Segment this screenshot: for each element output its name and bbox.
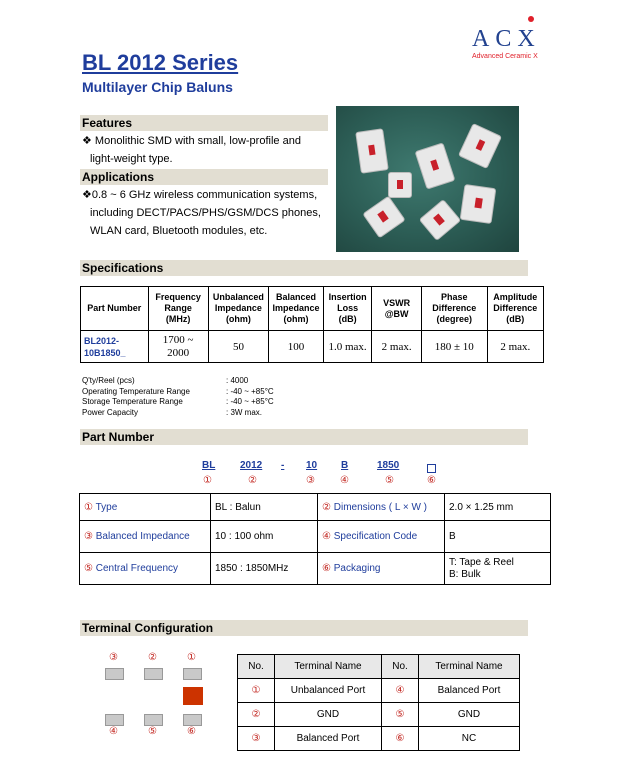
terminal-name: Balanced Port	[275, 727, 382, 751]
terminal-name: GND	[275, 703, 382, 727]
applications-line2: including DECT/PACS/PHS/GSM/DCS phones,	[90, 207, 321, 219]
spec-header: Phase Difference (degree)	[421, 287, 487, 331]
pn-label-central-frequency: ⑤ Central Frequency	[80, 553, 211, 585]
pn-value-central-frequency: 1850 : 1850MHz	[211, 553, 318, 585]
terminal-table	[237, 654, 520, 751]
note-label: Storage Temperature Range	[82, 397, 183, 406]
terminal-pad	[144, 714, 163, 726]
terminal-name: NC	[419, 727, 520, 751]
pn-row	[80, 521, 551, 553]
terminal-label-top: ③	[109, 652, 118, 663]
applications-line1: ❖0.8 ~ 6 GHz wireless communication systems,	[82, 189, 318, 201]
spec-header: Insertion Loss (dB)	[323, 287, 371, 331]
terminal-no: ③	[238, 727, 275, 751]
pn-marker: ②	[248, 475, 257, 486]
pn-value-spec-code: B	[445, 521, 551, 553]
terminal-name: Unbalanced Port	[275, 679, 382, 703]
specifications-table	[80, 286, 544, 363]
terminal-label-bottom: ⑥	[187, 726, 196, 737]
terminal-pad	[105, 668, 124, 680]
pn-value-balanced-impedance: 10 : 100 ohm	[211, 521, 318, 553]
note-label: Q'ty/Reel (pcs)	[82, 376, 135, 385]
pn-label-packaging: ⑥ Packaging	[318, 553, 445, 585]
spec-notes-labels	[82, 376, 190, 418]
pn-code-dimension: 2012	[240, 460, 263, 471]
spec-part-number: BL2012- 10B1850_	[81, 331, 149, 363]
pn-code-frequency: 1850	[377, 460, 400, 471]
terminal-name: Balanced Port	[419, 679, 520, 703]
pn-code-impedance: 10	[306, 460, 318, 471]
pn-code-spec: B	[341, 460, 349, 471]
specifications-heading: Specifications	[80, 260, 528, 276]
terminal-header: No.	[382, 655, 419, 679]
pn-row	[80, 553, 551, 585]
chip-image	[362, 196, 405, 239]
spec-header: Balanced Impedance (ohm)	[269, 287, 324, 331]
chip-image	[388, 172, 412, 198]
spec-notes-values	[226, 376, 274, 418]
pn-marker: ③	[306, 475, 315, 486]
terminal-pad	[183, 714, 202, 726]
pn-row	[80, 494, 551, 521]
spec-insertion-loss: 1.0 max.	[323, 331, 371, 363]
pn-label-dimensions: ② Dimensions ( L × W )	[318, 494, 445, 521]
pn-value-packaging: T: Tape & Reel B: Bulk	[445, 553, 551, 585]
terminal-label-bottom: ④	[109, 726, 118, 737]
chip-image	[415, 142, 456, 189]
pn-marker: ④	[340, 475, 349, 486]
spec-header: VSWR @BW	[372, 287, 422, 331]
pn-marker: ①	[203, 475, 212, 486]
spec-balanced: 100	[269, 331, 324, 363]
terminal-label-top: ①	[187, 652, 196, 663]
spec-vswr: 2 max.	[372, 331, 422, 363]
terminal-no: ①	[238, 679, 275, 703]
spec-header: Part Number	[81, 287, 149, 331]
brand-logo: ACX	[472, 26, 541, 52]
note-value: : -40 ~ +85°C	[226, 397, 274, 406]
pin1-marker	[183, 687, 203, 705]
page-title: BL 2012 Series	[82, 50, 239, 75]
terminal-no: ②	[238, 703, 275, 727]
applications-line3: WLAN card, Bluetooth modules, etc.	[90, 225, 268, 237]
note-value: : 4000	[226, 376, 249, 385]
terminal-heading: Terminal Configuration	[80, 620, 528, 636]
terminal-row	[238, 679, 520, 703]
terminal-pad	[105, 714, 124, 726]
logo-dot	[528, 16, 534, 22]
spec-amplitude: 2 max.	[487, 331, 543, 363]
pn-value-dimensions: 2.0 × 1.25 mm	[445, 494, 551, 521]
chip-image	[460, 184, 497, 224]
pn-label-type: ① Type	[80, 494, 211, 521]
pn-marker: ⑤	[385, 475, 394, 486]
part-number-heading: Part Number	[80, 429, 528, 445]
terminal-no: ⑥	[382, 727, 419, 751]
terminal-header: Terminal Name	[419, 655, 520, 679]
spec-header: Frequency Range (MHz)	[148, 287, 208, 331]
terminal-label-bottom: ⑤	[148, 726, 157, 737]
features-heading: Features	[80, 115, 328, 131]
note-value: : -40 ~ +85°C	[226, 386, 274, 396]
pn-label-spec-code: ④ Specification Code	[318, 521, 445, 553]
note-label: Power Capacity	[82, 407, 139, 417]
note-label: Operating Temperature Range	[82, 386, 190, 396]
pn-label-balanced-impedance: ③ Balanced Impedance	[80, 521, 211, 553]
part-number-table	[79, 493, 551, 585]
product-photo	[336, 106, 519, 252]
chip-image	[419, 199, 462, 241]
terminal-header-row	[238, 655, 520, 679]
pn-marker: ⑥	[427, 475, 436, 486]
chip-image	[355, 128, 389, 173]
chip-image	[458, 123, 502, 169]
terminal-label-top: ②	[148, 652, 157, 663]
terminal-header: No.	[238, 655, 275, 679]
spec-frequency: 1700 ~ 2000	[148, 331, 208, 363]
terminal-no: ⑤	[382, 703, 419, 727]
spec-header: Amplitude Difference (dB)	[487, 287, 543, 331]
terminal-pad	[183, 668, 202, 680]
pn-code-type: BL	[202, 460, 216, 471]
note-value: : 3W max.	[226, 407, 263, 417]
pn-code-dash: -	[281, 460, 285, 471]
pn-value-type: BL : Balun	[211, 494, 318, 521]
terminal-name: GND	[419, 703, 520, 727]
spec-header-row	[81, 287, 544, 331]
spec-header: Unbalanced Impedance (ohm)	[208, 287, 269, 331]
page-subtitle: Multilayer Chip Baluns	[82, 79, 233, 95]
spec-phase: 180 ± 10	[421, 331, 487, 363]
features-line1: ❖ Monolithic SMD with small, low-profile and	[82, 135, 301, 147]
terminal-row	[238, 703, 520, 727]
applications-heading: Applications	[80, 169, 328, 185]
logo-tagline: Advanced Ceramic X	[472, 53, 538, 60]
terminal-row	[238, 727, 520, 751]
spec-data-row	[81, 331, 544, 363]
spec-unbalanced: 50	[208, 331, 269, 363]
terminal-pad	[144, 668, 163, 680]
terminal-header: Terminal Name	[275, 655, 382, 679]
terminal-no: ④	[382, 679, 419, 703]
features-line2: light-weight type.	[90, 153, 173, 165]
terminal-diagram	[93, 652, 213, 742]
